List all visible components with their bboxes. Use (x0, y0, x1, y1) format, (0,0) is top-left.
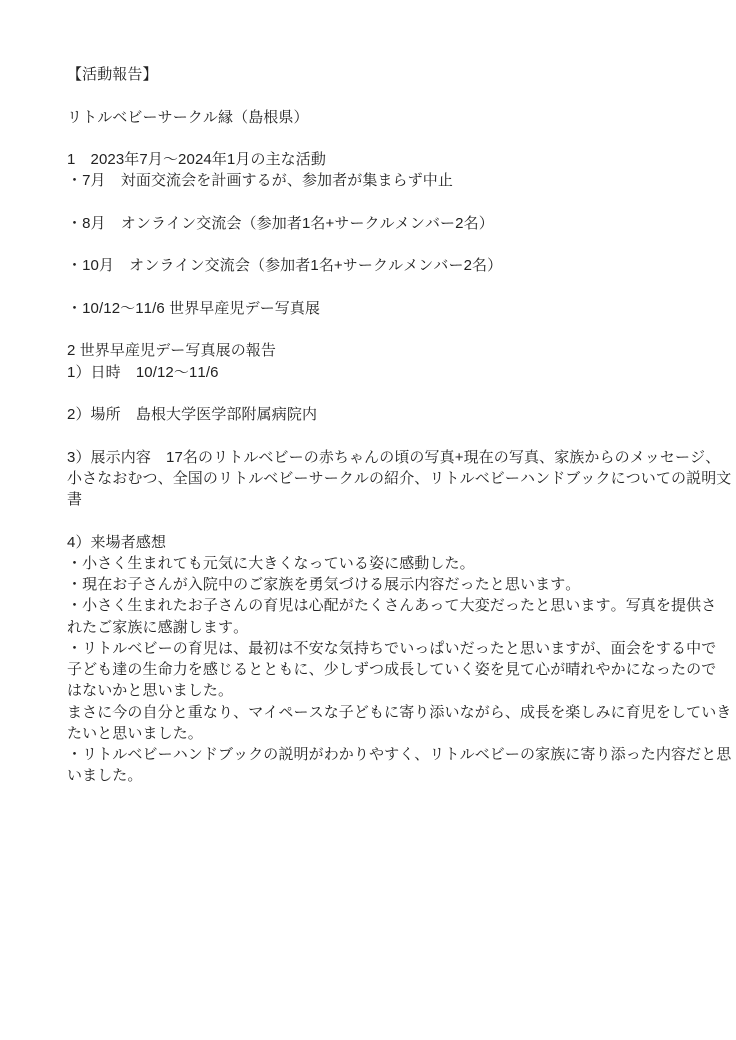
text-line: ・10月 オンライン交流会（参加者1名+サークルメンバー2名） (67, 257, 503, 275)
text-line: ・8月 オンライン交流会（参加者1名+サークルメンバー2名） (67, 214, 494, 232)
text-line: ・リトルベビーの育児は、最初は不安な気持ちでいっぱいだったと思いますが、面会をする中で (67, 639, 717, 657)
text-line: まさに今の自分と重なり、マイペースな子どもに寄り添いながら、成長を楽しみに育児をしていき (67, 703, 732, 721)
text-line: いました。 (67, 767, 143, 785)
blank-line (67, 128, 718, 149)
text-line: たいと思いました。 (67, 724, 203, 742)
blank-line (67, 85, 718, 106)
text-line: 小さなおむつ、全国のリトルベビーサークルの紹介、リトルベビーハンドブックについての説明文 (67, 469, 732, 487)
blank-line (67, 510, 718, 531)
blank-line (67, 234, 718, 255)
text-line: 書 (67, 491, 83, 508)
blank-line (67, 383, 718, 404)
blank-line (67, 277, 718, 298)
text-line: 【活動報告】 (67, 66, 158, 83)
text-line: 1）日時 10/12～11/6 (67, 363, 219, 381)
text-line: 4）来場者感想 (67, 533, 167, 551)
blank-line (67, 192, 718, 213)
text-line: 3）展示内容 17名のリトルベビーの赤ちゃんの頃の写真+現在の写真、家族からのメッセージ、 (67, 448, 721, 466)
document-body (67, 64, 732, 787)
text-line: ・現在お子さんが入院中のご家族を勇気づける展示内容だったと思います。 (67, 576, 581, 593)
text-line: ・7月 対面交流会を計画するが、参加者が集まらず中止 (67, 172, 453, 190)
text-line: ・小さく生まれたお子さんの育児は心配がたくさんあって大変だったと思います。写真を提供さ (67, 597, 717, 615)
text-line: 2）場所 島根大学医学部附属病院内 (67, 406, 318, 423)
text-line: ・小さく生まれても元気に大きくなっている姿に感動した。 (67, 554, 475, 572)
text-line: ・10/12～11/6 世界早産児デー写真展 (67, 299, 321, 317)
text-line: 2 世界早産児デー写真展の報告 (67, 342, 277, 360)
text-line: はないかと思いました。 (67, 682, 234, 700)
text-line: ・リトルベビーハンドブックの説明がわかりやすく、リトルベビーの家族に寄り添った内容だと思 (67, 746, 732, 763)
blank-line (67, 319, 718, 340)
text-line: 1 2023年7月～2024年1月の主な活動 (67, 151, 326, 168)
text-line: 子ども達の生命力を感じるとともに、少しずつ成長していく姿を見て心が晴れやかになったので (67, 661, 717, 678)
blank-line (67, 425, 718, 446)
text-line: リトルベビーサークル縁（島根県） (67, 108, 309, 126)
text-line: れたご家族に感謝します。 (67, 618, 249, 636)
